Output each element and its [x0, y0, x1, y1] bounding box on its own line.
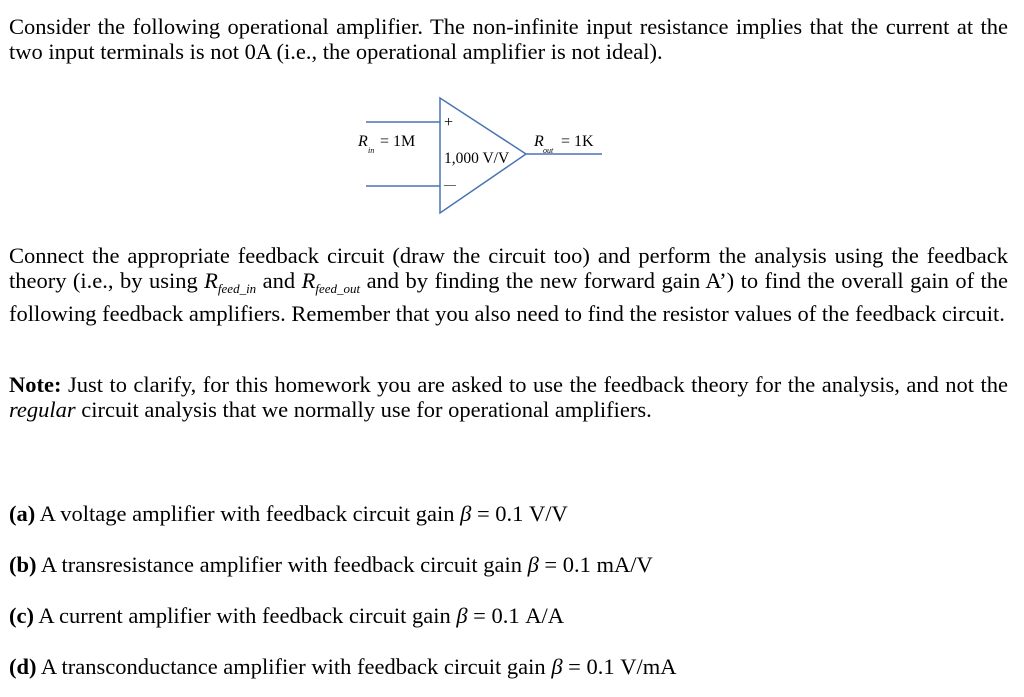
part-d-text: A transconductance amplifier with feedback circuit gain — [36, 654, 552, 679]
part-a-beta: β — [460, 501, 472, 526]
plus-sign: + — [444, 114, 454, 131]
intro-paragraph: Consider the following operational amplifier. The non-infinite input resistance implies that the current at the two input terminals is not 0A (i.e., the operational amplifier is not ideal). — [9, 14, 1008, 64]
part-a-label: (a) — [9, 501, 36, 526]
op-amp-diagram — [340, 92, 620, 217]
rin-value: = 1M — [380, 133, 416, 150]
part-b-value: = 0.1 mA/V — [538, 552, 653, 577]
part-b-text: A transresistance amplifier with feedback circuit gain — [36, 552, 528, 577]
note-text-2: circuit analysis that we normally use for operational amplifiers. — [75, 397, 652, 422]
rin-symbol: R — [358, 133, 368, 150]
note-label: Note: — [9, 372, 62, 397]
part-a — [9, 501, 568, 527]
note-text-1: Just to clarify, for this homework you are asked to use the feedback theory for the analysis, and not the — [61, 372, 1008, 397]
note-paragraph — [9, 372, 1008, 422]
part-b-beta: β — [527, 552, 539, 577]
part-c-value: = 0.1 A/A — [467, 603, 564, 628]
instructions-text-1: Connect the appropriate feedback circuit (draw the circuit too) and perform the analysis using the feedback theory (i.e., by using — [9, 243, 1008, 293]
instructions-paragraph — [9, 243, 1008, 326]
part-d-label: (d) — [9, 654, 37, 679]
part-b — [9, 552, 653, 578]
part-a-text: A voltage amplifier with feedback circuit gain — [35, 501, 461, 526]
r-feed-out-subscript: feed_out — [315, 281, 361, 296]
note-emphasis: regular — [9, 397, 76, 422]
r-feed-in-symbol: R — [204, 268, 218, 293]
rout-value: = 1K — [561, 133, 594, 150]
part-d-value: = 0.1 V/mA — [562, 654, 677, 679]
part-c-beta: β — [456, 603, 468, 628]
r-feed-out-symbol: R — [301, 268, 316, 293]
part-d-beta: β — [551, 654, 563, 679]
rin-subscript: in — [368, 146, 375, 155]
part-c-label: (c) — [9, 603, 34, 628]
part-b-label: (b) — [9, 552, 37, 577]
rout-symbol: R — [534, 133, 544, 150]
gain-label: 1,000 V/V — [444, 150, 510, 167]
part-c — [9, 603, 564, 629]
part-c-text: A current amplifier with feedback circuit gain — [33, 603, 457, 628]
r-feed-in-subscript: feed_in — [217, 281, 257, 296]
instructions-text-3: and by finding the new forward gain A’) to find the overall gain of the following feedback amplifiers. Remember that you also need to find the resistor values of the feedback circuit. — [9, 268, 1009, 326]
instructions-text-2: and — [256, 268, 302, 293]
rout-subscript: out — [543, 146, 554, 155]
minus-sign: — — [444, 177, 456, 191]
part-d — [9, 654, 676, 680]
part-a-value: = 0.1 V/V — [471, 501, 568, 526]
